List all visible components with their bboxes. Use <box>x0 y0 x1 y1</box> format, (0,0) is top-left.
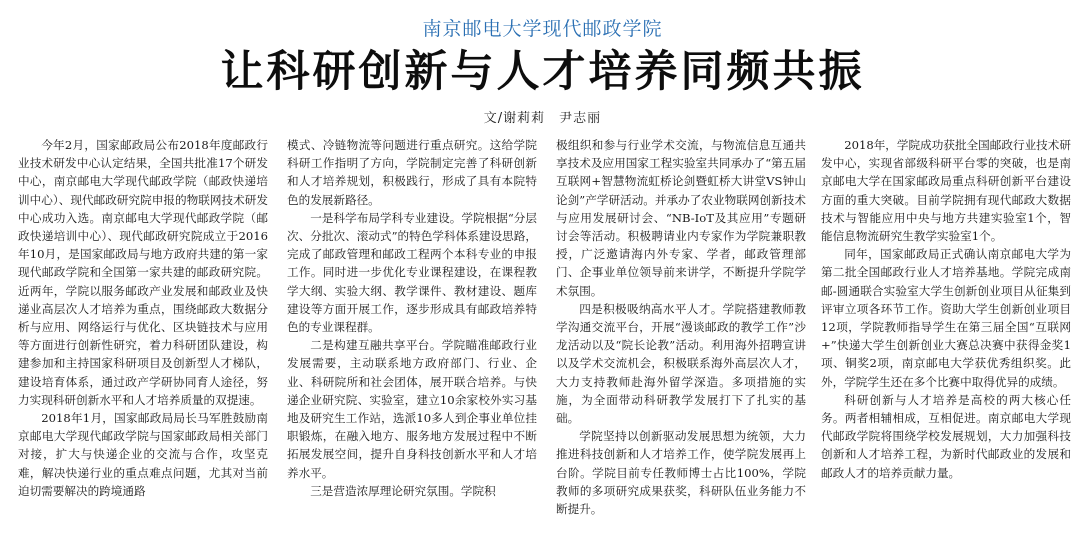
article-byline: 文/谢莉莉 尹志丽 <box>483 111 602 126</box>
paragraph: 二是构建互融共享平台。学院瞄准邮政行业发展需要，主动联系地方政府部门、行业、企业、科研院所和社会团体，展开联合培养。与快递企业研究院、实验室，建立10余家校外实习基地及研究生工作站，选派10多人到企事业单位挂职锻炼，在融入地方、服务地方发展过程中不断拓展发展空间，提升自身科技创新水平和人才培养水平。 <box>287 338 537 480</box>
paragraph-continued: 极组织和参与行业学术交流，与物流信息互通共享技术及应用国家工程实验室共同承办了“第五届互联网+智慧物流虹桥论剑暨虹桥大讲堂VS钟山论剑”产学研活动。并承办了农业物联网创新技术与应用发展研讨会、“NB-IoT及其应用”专题研讨会等活动。积极聘请业内专家作为学院兼职教授，广泛邀请海内外专家、学者，邮政管理部门、企事业单位领导前来讲学，不断提升学院学术氛围。 <box>556 138 806 298</box>
paragraph: 科研创新与人才培养是高校的两大核心任务。两者相辅相成，互相促进。南京邮电大学现代邮政学院将围绕学校发展规划，大力加强科技创新和人才培养工程，为新时代邮政业的发展和邮政人才的培养贡献力量。 <box>821 392 1071 480</box>
paragraph: 三是营造浓厚理论研究氛围。学院积 <box>310 483 496 498</box>
article-body <box>0 136 1085 536</box>
text-column-3 <box>556 136 806 536</box>
article-headline: 让科研创新与人才培养同频共振 <box>220 47 865 97</box>
paragraph: 一是科学布局学科专业建设。学院根据“分层次、分批次、滚动式”的特色学科体系建设思路，完成了邮政管理和邮政工程两个本科专业的申报工作。同时进一步优化专业课程建设，在课程教学大纲、实验大纲、教学课件、教材建设、题库建设等方面开展工作，逐步形成具有邮政培养特色的专业课程群。 <box>287 210 537 335</box>
paragraph: 四是积极吸纳高水平人才。学院搭建教师教学沟通交流平台，开展“漫谈邮政的教学工作”沙龙活动以及“院长论教”活动。利用海外招聘宣讲以及学术交流机会，积极联系海外高层次人才，大力支持教师赴海外留学深造。多项措施的实施，为全面带动科研教学发展打下了扎实的基础。 <box>556 301 806 426</box>
paragraph: 同年，国家邮政局正式确认南京邮电大学为第二批全国邮政行业人才培养基地。学院完成南邮-圆通联合实验室大学生创新创业项目从征集到评审立项各环节工作。资助大学生创新创业项目12项，学院教师指导学生在第三届全国“互联网+”快递大学生创新创业大赛总决赛中获得金奖1项、铜奖2项，南京邮电大学获优秀组织奖。此外，学院学生还在多个比赛中取得优异的成绩。 <box>821 247 1071 389</box>
paragraph: 2018年，学院成功获批全国邮政行业技术研发中心，实现省部级科研平台零的突破，也是南京邮电大学在国家邮政局重点科研创新平台建设方面的重大突破。目前学院拥有现代邮政大数据技术与智能应用中央与地方共建实验室1个，智能信息物流研究生教学实验室1个。 <box>821 138 1071 244</box>
publication-kicker: 南京邮电大学现代邮政学院 <box>422 18 663 40</box>
paragraph-continued: 模式、冷链物流等问题进行重点研究。这给学院科研工作指明了方向，学院制定完善了科研创新和人才培养规划，积极践行，形成了具有本院特色的发展新路径。 <box>287 138 537 207</box>
text-column-4 <box>821 136 1071 536</box>
text-column-1 <box>18 136 268 536</box>
text-column-2 <box>287 136 537 536</box>
paragraph: 学院坚持以创新驱动发展思想为统领，大力推进科技创新和人才培养工作，使学院发展再上台阶。学院目前专任教师博士占比100%，学院教师的多项研究成果获奖，科研队伍业务能力不断提升。 <box>556 429 806 517</box>
paragraph: 2018年1月，国家邮政局局长马军胜鼓励南京邮电大学现代邮政学院与国家邮政局相关部门对接，扩大与快递企业的交流与合作，攻坚克难，解决快递行业的重点难点问题，尤其对当前迫切需要解决的跨境通路 <box>18 411 268 498</box>
paragraph: 今年2月，国家邮政局公布2018年度邮政行业技术研发中心认定结果，全国共批准17个研发中心，南京邮电大学现代邮政学院（邮政快递培训中心）、现代邮政研究院申报的物联网技术研发中心成功入选。南京邮电大学现代邮政学院（邮政快递培训中心）、现代邮政研究院成立于2016年10月，是国家邮政局与地方政府共建的第一家现代邮政学院和全国第一家共建的邮政研究院。近两年，学院以服务邮政产业发展和邮政业及快递业高层次人才培养为重点，围绕邮政大数据分析与应用、网络运行与优化、区块链技术与应用等方面进行创新性研究，着力科研团队建设，构建参加和主持国家科研项目及创新型人才梯队，建设培育体系，通过政产学研协同育人途径，努力实现科研创新水平和人才培养质量的双提速。 <box>18 138 268 407</box>
